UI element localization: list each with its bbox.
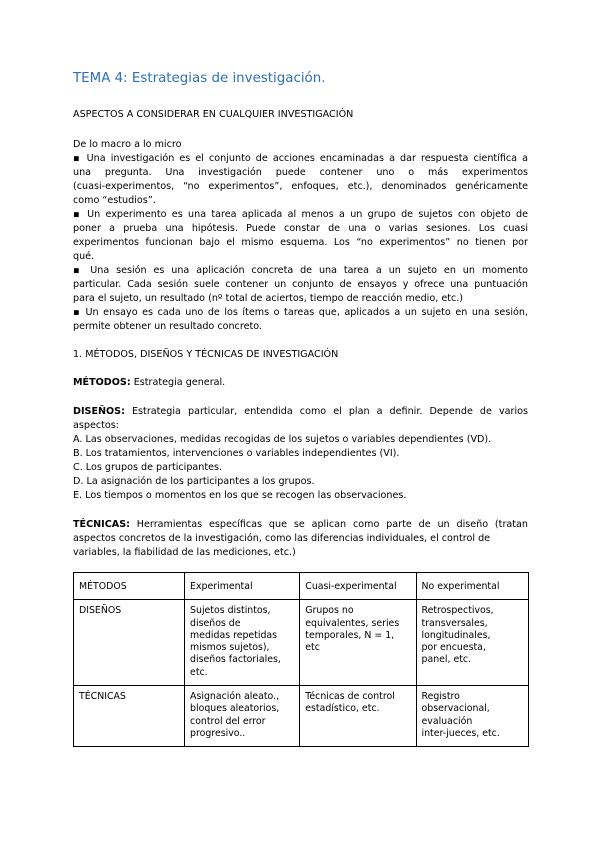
cell-line: Técnicas de control xyxy=(305,691,395,703)
cell-line: Sujetos distintos, xyxy=(190,605,271,617)
table-cell xyxy=(185,600,300,686)
page-title: TEMA 4: Estrategias de investigación. xyxy=(73,71,326,86)
cell-line: mismos sujetos), xyxy=(190,642,270,654)
cell-line: etc. xyxy=(190,666,208,678)
table-row-label: TÉCNICAS xyxy=(74,686,185,747)
cell-line: progresivo.. xyxy=(190,727,246,739)
disenos-item-d: D. La asignación de los participantes a los grupos. xyxy=(73,476,315,487)
tecnicas-text: Herramientas específicas que se aplican como parte de un diseño (tratan xyxy=(129,519,528,530)
disenos-item-b: B. Los tratamientos, intervenciones o variables independientes (VI). xyxy=(73,448,400,459)
cell-line: temporales, N = 1, xyxy=(305,629,395,641)
cell-line: control del error xyxy=(190,715,266,727)
cell-line: equivalentes, series xyxy=(305,617,400,629)
cell-line: inter-jueces, etc. xyxy=(421,727,500,739)
bullet-1-line-3: (cuasi-experimentos, “no experimentos”, enfoques, etc.), denominados genéricamente xyxy=(73,181,528,192)
bullet-2-line-4: qué. xyxy=(73,251,95,262)
table-header-cell: Cuasi-experimental xyxy=(300,573,416,600)
table-cell xyxy=(416,600,528,686)
table-header-cell: MÉTODOS xyxy=(74,573,185,600)
bullet-4-line-2: permite obtener un resultado concreto. xyxy=(73,321,262,332)
bullet-3-line-1: ▪ Una sesión es una aplicación concreta de una tarea a un sujeto en un momento xyxy=(73,265,528,276)
table-row xyxy=(74,686,529,747)
disenos-label: DISEÑOS: xyxy=(73,406,125,417)
cell-line: Registro xyxy=(421,691,460,703)
methods-table xyxy=(73,572,529,747)
table-cell xyxy=(416,686,528,747)
cell-line: Retrospectivos, xyxy=(421,605,494,617)
bullet-4-line-1: ▪ Un ensayo es cada uno de los ítems o tareas que, aplicados a un sujeto en una sesión, xyxy=(73,307,528,318)
metodos-paragraph xyxy=(73,376,225,390)
bullet-1-line-2: una pregunta. Una investigación puede contener uno o más experimentos xyxy=(73,167,528,178)
table-cell xyxy=(300,600,416,686)
cell-line: Grupos no xyxy=(305,605,354,617)
table-header-cell: No experimental xyxy=(416,573,528,600)
cell-line: etc xyxy=(305,642,320,654)
section-1-heading: 1. MÉTODOS, DISEÑOS Y TÉCNICAS DE INVESTIGACIÓN xyxy=(73,349,339,360)
cell-line: transversales, xyxy=(421,617,488,629)
cell-line: diseños factoriales, xyxy=(190,654,281,666)
cell-line: observacional, xyxy=(421,703,490,715)
disenos-line-2: aspectos: xyxy=(73,420,120,431)
table-row-label: DISEÑOS xyxy=(74,600,185,686)
bullet-1-line-4: como “estudios”. xyxy=(73,195,156,206)
metodos-label: MÉTODOS: xyxy=(73,377,131,388)
disenos-text: Estrategia particular, entendida como el plan a definir. Depende de varios xyxy=(124,406,528,417)
section-heading: ASPECTOS A CONSIDERAR EN CUALQUIER INVESTIGACIÓN xyxy=(73,109,354,120)
disenos-item-c: C. Los grupos de participantes. xyxy=(73,462,223,473)
cell-line: por encuesta, xyxy=(421,642,486,654)
bullet-3-line-3: para el sujeto, un resultado (nº total de aciertos, tiempo de reacción medio, etc.) xyxy=(73,293,464,304)
disenos-line-1 xyxy=(73,405,528,433)
cell-line: bloques aleatorios, xyxy=(190,703,280,715)
cell-line: longitudinales, xyxy=(421,629,491,641)
bullet-2-line-3: experimentos funcionan bajo el mismo esquema. Los “no experimentos” no tienen por xyxy=(73,237,528,248)
bullet-2-line-1: ▪ Un experimento es una tarea aplicada al menos a un grupo de sujetos con objeto de xyxy=(73,209,528,220)
tecnicas-line-2: aspectos concretos de la investigación, como las diferencias individuales, el control de xyxy=(73,533,491,544)
cell-line: evaluación xyxy=(421,715,473,727)
cell-line: estadístico, etc. xyxy=(305,703,380,715)
bullet-1-line-1: ▪ Una investigación es el conjunto de acciones encaminadas a dar respuesta científica a xyxy=(73,153,528,164)
metodos-text: Estrategia general. xyxy=(130,377,226,388)
tecnicas-label: TÉCNICAS: xyxy=(73,519,130,530)
table-cell xyxy=(300,686,416,747)
table-header-cell: Experimental xyxy=(185,573,300,600)
cell-line: panel, etc. xyxy=(421,654,472,666)
disenos-item-e: E. Los tiempos o momentos en los que se recogen las observaciones. xyxy=(73,490,407,501)
subheading: De lo macro a lo micro xyxy=(73,139,182,150)
table-header-row xyxy=(74,573,529,600)
table-row xyxy=(74,600,529,686)
tecnicas-line-3: variables, la fiabilidad de las mediciones, etc.) xyxy=(73,547,296,558)
cell-line: medidas repetidas xyxy=(190,629,278,641)
cell-line: Asignación aleato., xyxy=(190,691,280,703)
cell-line: diseños de xyxy=(190,617,241,629)
disenos-item-a: A. Las observaciones, medidas recogidas de los sujetos o variables dependientes (VD). xyxy=(73,434,492,445)
bullet-3-line-2: particular. Cada sesión suele contener un conjunto de ensayos y ofrece una puntuación xyxy=(73,279,528,290)
table-cell xyxy=(185,686,300,747)
bullet-2-line-2: poner a prueba una hipótesis. Puede constar de una o varias sesiones. Los cuasi xyxy=(73,223,528,234)
